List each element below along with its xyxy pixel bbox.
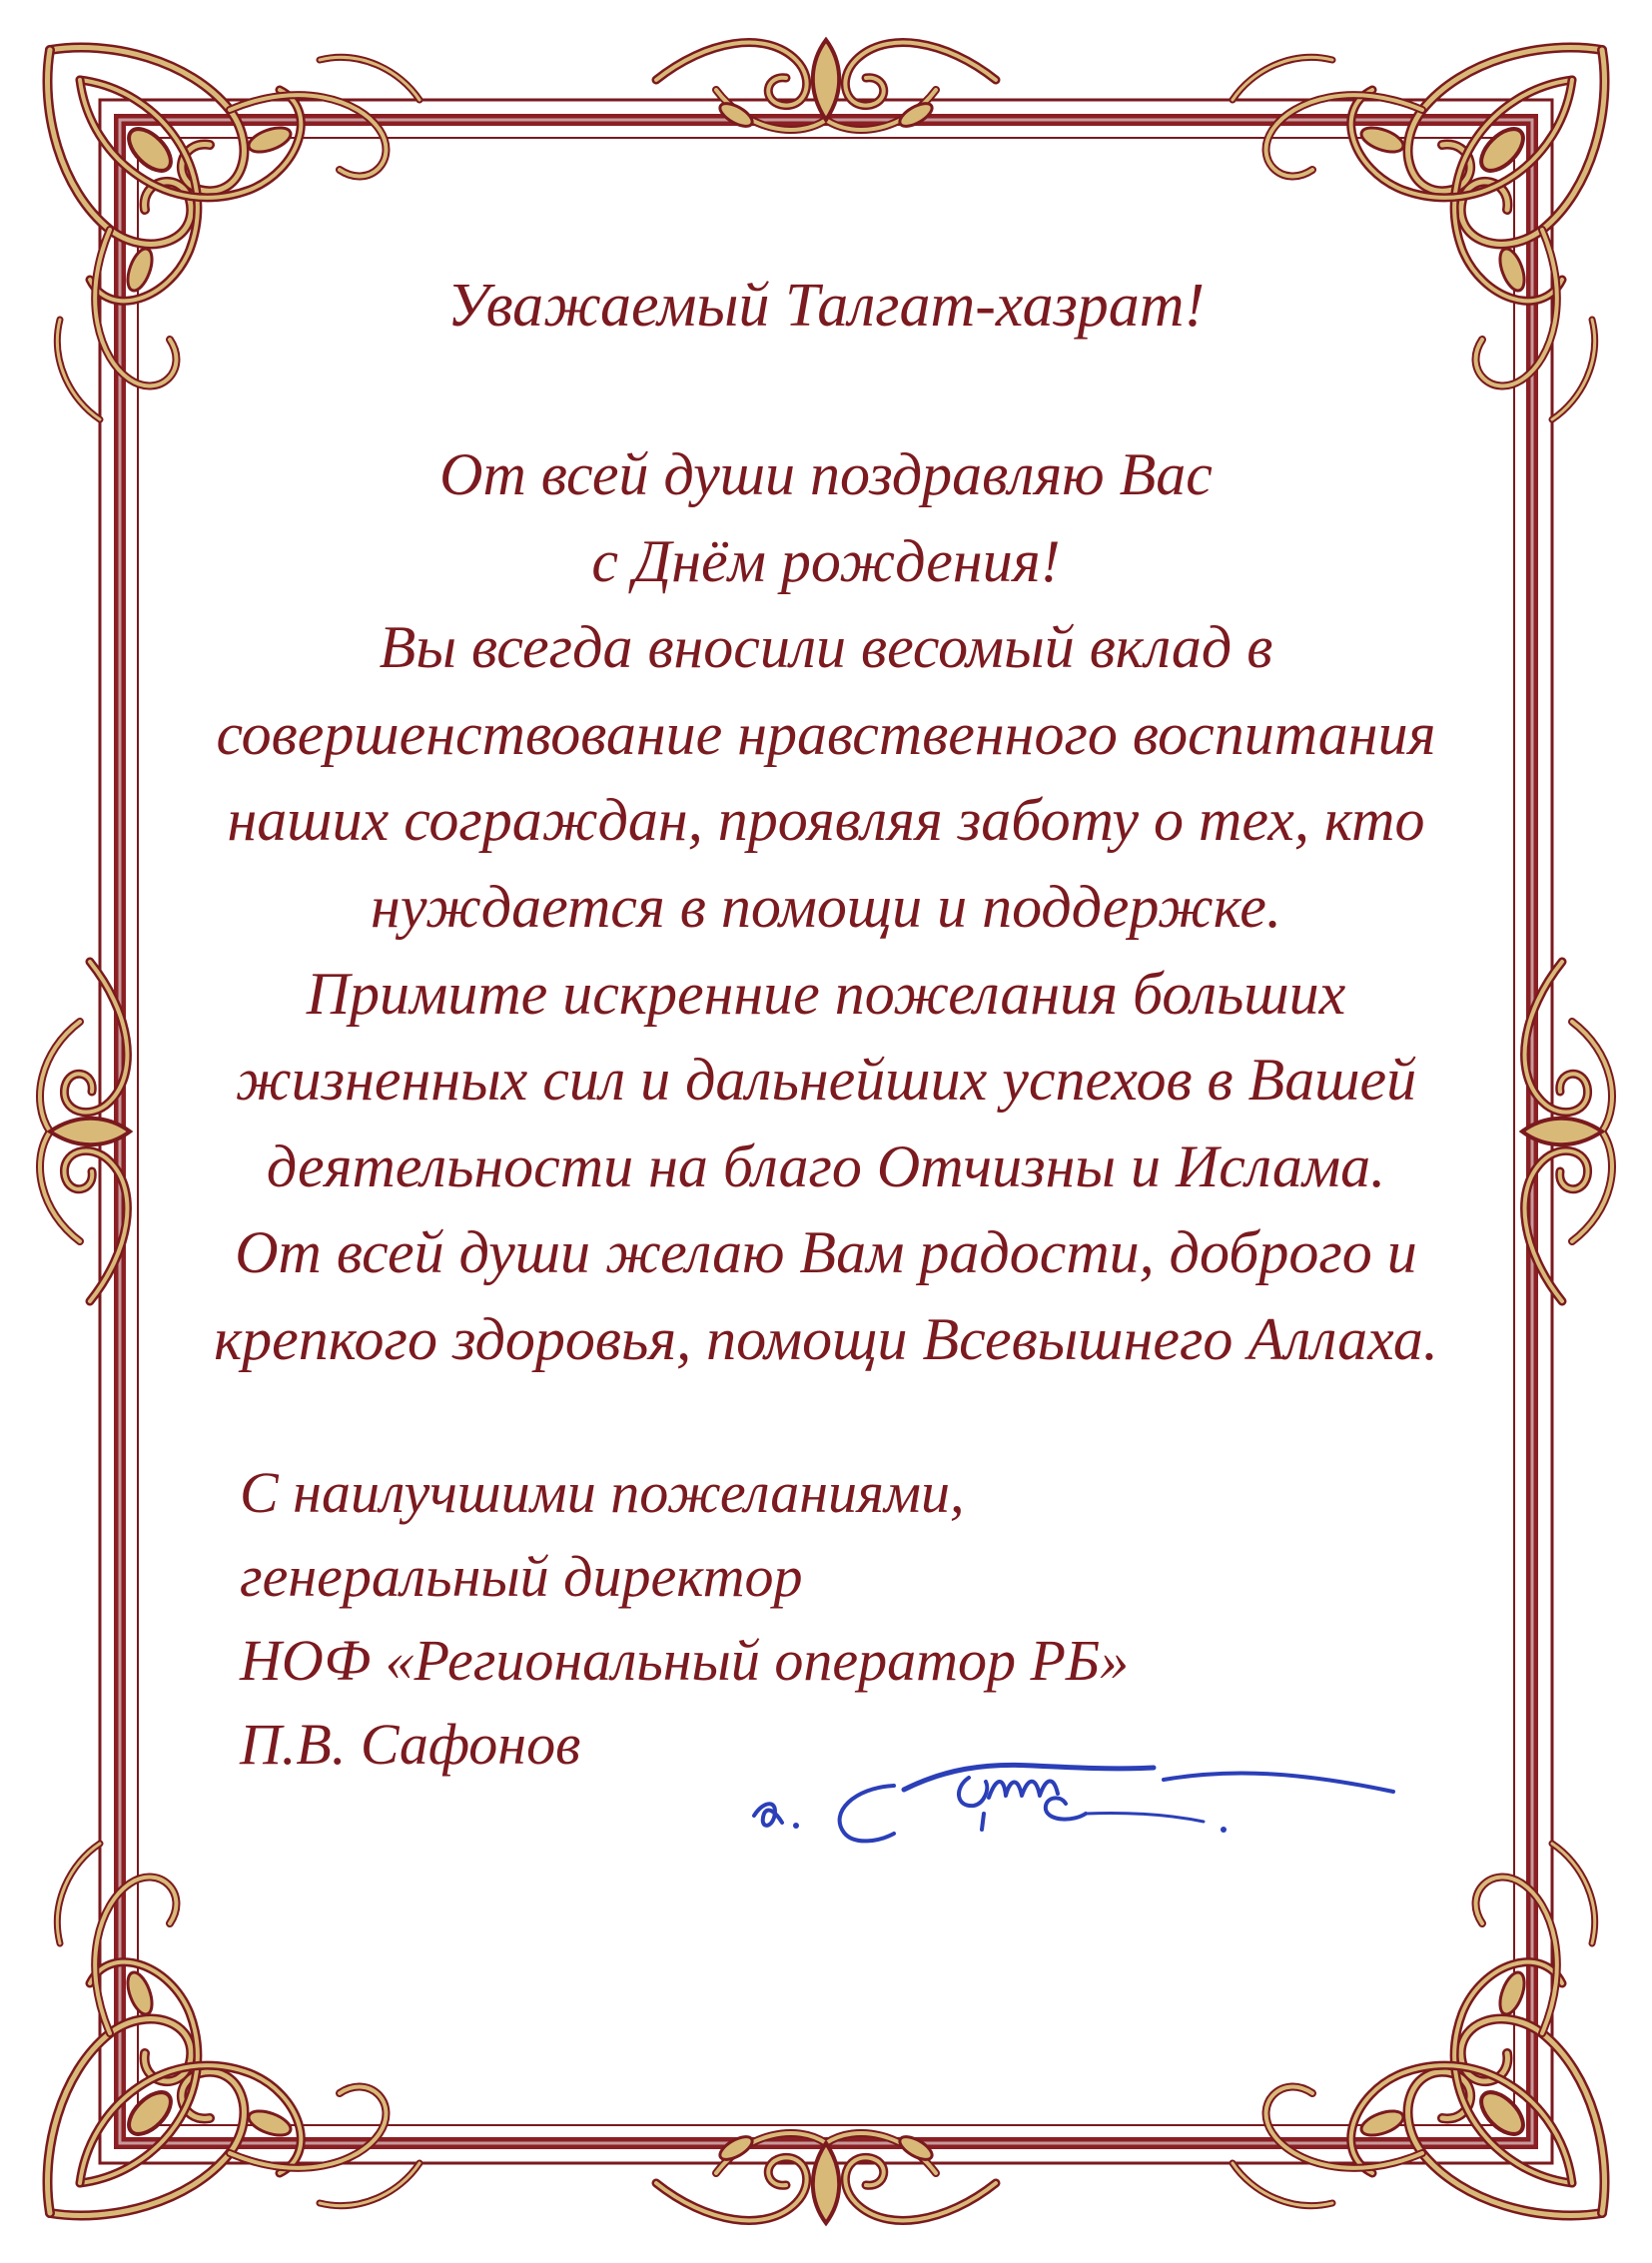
closing-line: НОФ «Региональный оператор РБ»: [240, 1628, 1130, 1693]
body-line: нуждается в помощи и поддержке.: [371, 873, 1281, 940]
body-line: Примите искренние пожелания больших: [306, 960, 1346, 1027]
closing-line: генеральный директор: [240, 1544, 803, 1609]
body-line: От всей души поздравляю Вас: [439, 441, 1213, 507]
signatory-name: П.В. Сафонов: [240, 1712, 581, 1777]
letter-greeting: Уважаемый Талгат-хазрат!: [446, 272, 1206, 340]
body-line: с Днём рождения!: [591, 527, 1061, 594]
body-line: крепкого здоровья, помощи Всевышнего Аллаха.: [214, 1305, 1438, 1372]
letter-body: [190, 431, 1462, 1383]
body-line: деятельности на благо Отчизны и Ислама.: [266, 1132, 1386, 1199]
body-line: От всей души желаю Вам радости, доброго и: [235, 1219, 1417, 1286]
body-line: жизненных сил и дальнейших успехов в Вашей: [235, 1047, 1417, 1114]
body-line: наших сограждан, проявляя заботу о тех, кто: [227, 787, 1425, 854]
handwritten-signature: [734, 1718, 1413, 1868]
closing-line: С наилучшими пожеланиями,: [240, 1460, 965, 1525]
body-line: Вы всегда вносили весомый вклад в: [379, 614, 1273, 681]
body-line: совершенствование нравственного воспитания: [216, 700, 1436, 767]
